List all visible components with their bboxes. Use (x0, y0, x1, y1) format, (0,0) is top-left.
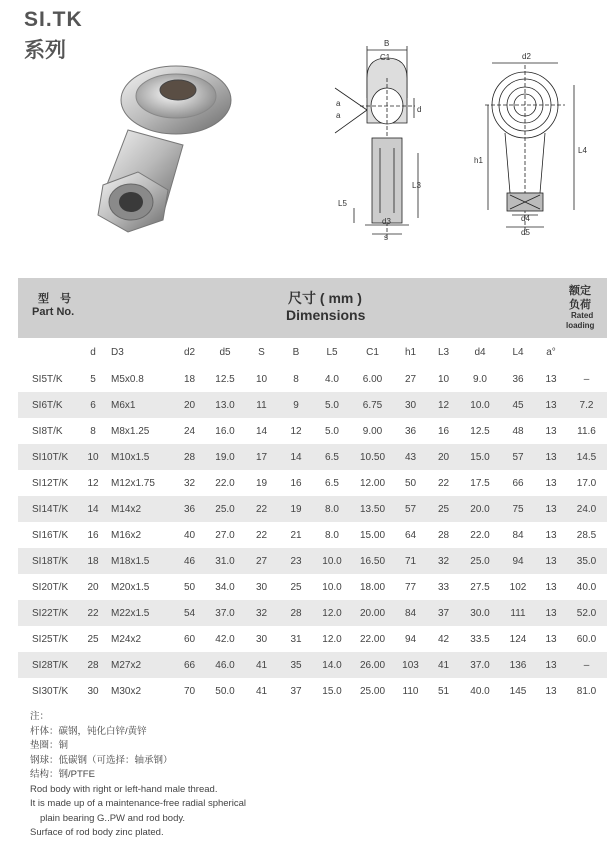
table-cell: 21 (279, 522, 313, 548)
table-cell: M20x1.5 (105, 574, 173, 600)
table-cell: 30 (81, 678, 105, 704)
table-cell: 25.0 (460, 548, 500, 574)
table-cell: 28 (427, 522, 460, 548)
column-header: d (81, 338, 105, 366)
table-cell: 12 (81, 470, 105, 496)
rated-load-header-en-line2: loading (566, 321, 595, 330)
note-line: 垫圈：铜 (30, 740, 69, 751)
column-header: C1 (351, 338, 394, 366)
table-cell: 11.6 (566, 418, 607, 444)
table-cell: 12.00 (351, 470, 394, 496)
table-cell: 9 (279, 392, 313, 418)
note-line: 杆体：碳钢，钝化白锌/黄锌 (30, 725, 147, 737)
table-cell: 28.5 (566, 522, 607, 548)
table-cell: 22 (244, 522, 279, 548)
column-header-blank (566, 338, 607, 366)
dim-label-s: s (384, 233, 388, 242)
table-cell: 51 (427, 678, 460, 704)
table-cell: 25.0 (206, 496, 244, 522)
table-cell: 22.0 (206, 470, 244, 496)
table-cell: 17 (244, 444, 279, 470)
table-cell: 25 (279, 574, 313, 600)
table-cell: M12x1.75 (105, 470, 173, 496)
table-cell: 42.0 (206, 626, 244, 652)
column-header: d4 (460, 338, 500, 366)
table-cell: 57 (500, 444, 536, 470)
table-cell: 8.0 (313, 522, 351, 548)
series-title: 系列 (24, 39, 66, 62)
table-cell: 18.00 (351, 574, 394, 600)
table-cell: 9.00 (351, 418, 394, 444)
part-number-cell: SI25T/K (18, 626, 81, 652)
dim-label-d: d (417, 105, 422, 114)
spec-grid (18, 338, 607, 704)
table-cell: 5.0 (313, 418, 351, 444)
table-cell: 48 (500, 418, 536, 444)
dim-label-d3: d3 (382, 217, 391, 226)
note-line: 结构：钢/PTFE (30, 769, 95, 780)
table-cell: 16 (427, 418, 460, 444)
table-cell: 10 (427, 366, 460, 392)
table-cell: 50 (394, 470, 427, 496)
table-cell: 60 (173, 626, 206, 652)
table-cell: 124 (500, 626, 536, 652)
table-cell: 46.0 (206, 652, 244, 678)
table-cell: M6x1 (105, 392, 173, 418)
table-cell: 40 (173, 522, 206, 548)
dimensions-header-en: Dimensions (286, 307, 366, 323)
table-cell: 25 (427, 496, 460, 522)
table-cell: 20 (173, 392, 206, 418)
column-header-blank (18, 338, 81, 366)
table-cell: 14 (244, 418, 279, 444)
table-cell: 6.5 (313, 444, 351, 470)
table-cell: 12.0 (313, 600, 351, 626)
table-cell: 12.5 (460, 418, 500, 444)
table-cell: 16.0 (206, 418, 244, 444)
table-cell: 25 (81, 626, 105, 652)
table-cell: 32 (244, 600, 279, 626)
table-cell: 14 (279, 444, 313, 470)
table-cell: 40.0 (460, 678, 500, 704)
table-cell: 17.5 (460, 470, 500, 496)
table-cell: 22 (244, 496, 279, 522)
column-header: B (279, 338, 313, 366)
table-cell: 77 (394, 574, 427, 600)
table-cell: 20.0 (460, 496, 500, 522)
table-cell: 15.0 (313, 678, 351, 704)
table-cell: 14 (81, 496, 105, 522)
table-cell: 36 (500, 366, 536, 392)
table-cell: – (566, 652, 607, 678)
table-cell: 41 (427, 652, 460, 678)
table-cell: 10 (81, 444, 105, 470)
part-number-cell: SI10T/K (18, 444, 81, 470)
table-cell: 36 (173, 496, 206, 522)
table-cell: 22 (81, 600, 105, 626)
table-cell: 66 (173, 652, 206, 678)
table-cell: 60.0 (566, 626, 607, 652)
note-line: 钢球：低碳钢（可选择：轴承钢） (30, 754, 173, 766)
table-cell: 17.0 (566, 470, 607, 496)
table-cell: 94 (500, 548, 536, 574)
table-cell: 13 (536, 392, 566, 418)
table-cell: M22x1.5 (105, 600, 173, 626)
table-cell: 19 (279, 496, 313, 522)
table-cell: 20 (427, 444, 460, 470)
column-header: L4 (500, 338, 536, 366)
table-cell: 13 (536, 470, 566, 496)
table-cell: 13 (536, 600, 566, 626)
table-cell: 111 (500, 600, 536, 626)
table-cell: 57 (394, 496, 427, 522)
front-view-drawing (470, 45, 595, 243)
table-row (18, 574, 607, 600)
dim-label-L5: L5 (338, 199, 347, 208)
table-cell: 13.0 (206, 392, 244, 418)
note-line: plain bearing G..PW and rod body. (40, 812, 186, 824)
product-model-title: SI.TK (24, 8, 83, 31)
column-header: a° (536, 338, 566, 366)
table-cell: 28 (81, 652, 105, 678)
part-number-cell: SI28T/K (18, 652, 81, 678)
table-cell: 13 (536, 574, 566, 600)
column-header: h1 (394, 338, 427, 366)
table-cell: 84 (500, 522, 536, 548)
table-cell: M8x1.25 (105, 418, 173, 444)
table-cell: 8.0 (313, 496, 351, 522)
dim-label-h1: h1 (474, 156, 483, 165)
column-header: d5 (206, 338, 244, 366)
dim-label-d2: d2 (522, 52, 531, 61)
table-cell: 23 (279, 548, 313, 574)
table-row (18, 678, 607, 704)
table-cell: 94 (394, 626, 427, 652)
table-cell: M27x2 (105, 652, 173, 678)
table-cell: 136 (500, 652, 536, 678)
table-cell: 16.50 (351, 548, 394, 574)
table-row (18, 470, 607, 496)
table-cell: 19.0 (206, 444, 244, 470)
table-cell: 27.5 (460, 574, 500, 600)
rated-load-header-cn-line1: 额定 (569, 285, 591, 297)
table-row (18, 366, 607, 392)
table-row (18, 600, 607, 626)
table-cell: 10.0 (313, 548, 351, 574)
table-row (18, 418, 607, 444)
table-cell: 27 (394, 366, 427, 392)
table-row (18, 626, 607, 652)
table-cell: 42 (427, 626, 460, 652)
table-cell: 30.0 (460, 600, 500, 626)
dim-label-d5: d5 (521, 228, 530, 237)
table-cell: 110 (394, 678, 427, 704)
column-header: d2 (173, 338, 206, 366)
table-cell: 37 (279, 678, 313, 704)
table-cell: 34.0 (206, 574, 244, 600)
table-cell: 35 (279, 652, 313, 678)
table-cell: 6.5 (313, 470, 351, 496)
table-cell: 32 (173, 470, 206, 496)
dimensions-header-cn: 尺寸 ( mm ) (288, 290, 362, 306)
table-cell: 50 (173, 574, 206, 600)
table-cell: 145 (500, 678, 536, 704)
table-cell: 5 (81, 366, 105, 392)
table-cell: 30 (244, 626, 279, 652)
table-cell: 13 (536, 548, 566, 574)
table-cell: 12.0 (313, 626, 351, 652)
table-cell: 15.00 (351, 522, 394, 548)
table-cell: 12 (279, 418, 313, 444)
table-cell: 84 (394, 600, 427, 626)
part-number-cell: SI30T/K (18, 678, 81, 704)
table-cell: 102 (500, 574, 536, 600)
table-cell: 24.0 (566, 496, 607, 522)
column-header: S (244, 338, 279, 366)
table-cell: 32 (427, 548, 460, 574)
table-cell: 10.50 (351, 444, 394, 470)
table-cell: 12.5 (206, 366, 244, 392)
table-cell: 13 (536, 496, 566, 522)
table-cell: 14.5 (566, 444, 607, 470)
table-cell: 30 (244, 574, 279, 600)
table-cell: 6.75 (351, 392, 394, 418)
table-cell: 5.0 (313, 392, 351, 418)
column-header: L5 (313, 338, 351, 366)
dim-label-C1: C1 (380, 53, 391, 62)
table-row (18, 652, 607, 678)
table-cell: 37.0 (206, 600, 244, 626)
table-cell: 28 (173, 444, 206, 470)
table-cell: 8 (81, 418, 105, 444)
table-cell: 45 (500, 392, 536, 418)
table-cell: 4.0 (313, 366, 351, 392)
table-cell: M24x2 (105, 626, 173, 652)
table-cell: M14x2 (105, 496, 173, 522)
table-cell: 28 (279, 600, 313, 626)
dim-label-B: B (384, 39, 390, 48)
table-cell: 18 (173, 366, 206, 392)
table-cell: 7.2 (566, 392, 607, 418)
product-photo (88, 60, 258, 240)
table-cell: 36 (394, 418, 427, 444)
table-cell: 37 (427, 600, 460, 626)
note-line: 注： (30, 711, 50, 722)
table-cell: 14.0 (313, 652, 351, 678)
table-cell: – (566, 366, 607, 392)
part-number-cell: SI16T/K (18, 522, 81, 548)
table-cell: 25.00 (351, 678, 394, 704)
table-cell: 13 (536, 366, 566, 392)
part-number-cell: SI22T/K (18, 600, 81, 626)
table-cell: 31 (279, 626, 313, 652)
table-cell: 10.0 (313, 574, 351, 600)
table-cell: 35.0 (566, 548, 607, 574)
table-row (18, 522, 607, 548)
table-cell: 27.0 (206, 522, 244, 548)
table-cell: 12 (427, 392, 460, 418)
table-cell: 27 (244, 548, 279, 574)
table-cell: 31.0 (206, 548, 244, 574)
table-cell: 37.0 (460, 652, 500, 678)
table-cell: M18x1.5 (105, 548, 173, 574)
note-line: Surface of rod body zinc plated. (30, 827, 164, 838)
table-cell: 103 (394, 652, 427, 678)
table-cell: 13.50 (351, 496, 394, 522)
table-cell: 13 (536, 418, 566, 444)
table-cell: 18 (81, 548, 105, 574)
table-cell: 26.00 (351, 652, 394, 678)
table-cell: 11 (244, 392, 279, 418)
part-number-cell: SI6T/K (18, 392, 81, 418)
table-cell: 43 (394, 444, 427, 470)
table-row (18, 548, 607, 574)
part-number-cell: SI5T/K (18, 366, 81, 392)
dim-label-L3: L3 (412, 181, 421, 190)
table-cell: 13 (536, 678, 566, 704)
table-cell: 41 (244, 678, 279, 704)
table-cell: 66 (500, 470, 536, 496)
table-cell: 81.0 (566, 678, 607, 704)
table-cell: M30x2 (105, 678, 173, 704)
table-cell: 33 (427, 574, 460, 600)
note-line: It is made up of a maintenance-free radial spherical (30, 798, 246, 809)
column-header: L3 (427, 338, 460, 366)
table-cell: 70 (173, 678, 206, 704)
table-cell: 10 (244, 366, 279, 392)
table-cell: 22.00 (351, 626, 394, 652)
table-cell: 46 (173, 548, 206, 574)
table-cell: 22.0 (460, 522, 500, 548)
table-row (18, 496, 607, 522)
table-cell: 16 (279, 470, 313, 496)
table-cell: 52.0 (566, 600, 607, 626)
table-header (18, 278, 607, 338)
table-cell: 71 (394, 548, 427, 574)
table-cell: 10.0 (460, 392, 500, 418)
table-row (18, 392, 607, 418)
table-row (18, 444, 607, 470)
table-cell: 33.5 (460, 626, 500, 652)
rated-load-header-en-line1: Rated (571, 311, 594, 320)
table-cell: 16 (81, 522, 105, 548)
dim-label-d4: d4 (521, 214, 530, 223)
table-cell: 6 (81, 392, 105, 418)
table-cell: M16x2 (105, 522, 173, 548)
spec-table (18, 278, 607, 704)
dim-label-L4: L4 (578, 146, 587, 155)
table-cell: M10x1.5 (105, 444, 173, 470)
table-cell: 13 (536, 522, 566, 548)
dim-label-a-upper: a (336, 99, 341, 108)
part-number-cell: SI8T/K (18, 418, 81, 444)
table-cell: 20.00 (351, 600, 394, 626)
table-cell: 64 (394, 522, 427, 548)
part-no-header-en: Part No. (32, 306, 75, 318)
notes-section (30, 710, 246, 841)
table-cell: 8 (279, 366, 313, 392)
part-number-cell: SI14T/K (18, 496, 81, 522)
table-cell: 50.0 (206, 678, 244, 704)
part-number-cell: SI18T/K (18, 548, 81, 574)
table-cell: 13 (536, 652, 566, 678)
table-cell: 6.00 (351, 366, 394, 392)
table-cell: 20 (81, 574, 105, 600)
part-no-header-cn: 型 号 (38, 293, 76, 305)
table-cell: 24 (173, 418, 206, 444)
table-cell: 22 (427, 470, 460, 496)
table-cell: 54 (173, 600, 206, 626)
table-cell: 9.0 (460, 366, 500, 392)
table-cell: 30 (394, 392, 427, 418)
table-cell: 13 (536, 444, 566, 470)
table-cell: 75 (500, 496, 536, 522)
part-number-cell: SI20T/K (18, 574, 81, 600)
table-cell: 41 (244, 652, 279, 678)
part-number-cell: SI12T/K (18, 470, 81, 496)
table-cell: 19 (244, 470, 279, 496)
column-header: D3 (105, 338, 173, 366)
table-cell: 40.0 (566, 574, 607, 600)
dim-label-a-lower: a (336, 111, 341, 120)
table-cell: 15.0 (460, 444, 500, 470)
section-drawing (330, 38, 440, 243)
rated-load-header-cn-line2: 负荷 (569, 299, 591, 311)
column-header-row (18, 338, 607, 366)
table-cell: M5x0.8 (105, 366, 173, 392)
table-cell: 13 (536, 626, 566, 652)
note-line: Rod body with right or left-hand male thread. (30, 783, 218, 795)
